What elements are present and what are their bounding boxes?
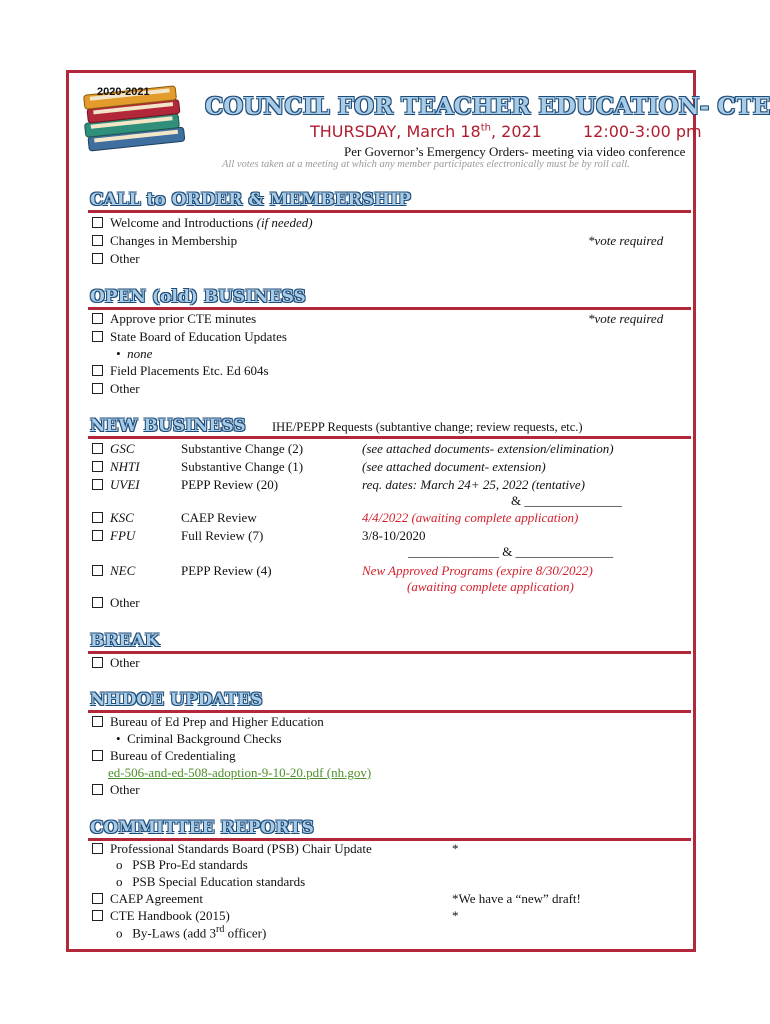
sub-bullet: o By-Laws (add 3rd officer): [116, 924, 267, 941]
governor-note: Per Governor’s Emergency Orders- meeting via video conference: [344, 144, 686, 159]
list-item: Other: [92, 782, 140, 798]
list-item: Other: [92, 595, 140, 611]
table-row-code: KSC: [92, 510, 134, 526]
roll-call-note: All votes taken at a meeting at which any member participates electronically must be by roll call.: [222, 159, 630, 170]
section-heading-break: BREAK: [90, 631, 160, 651]
table-row-note: (see attached document- extension): [362, 459, 546, 474]
checkbox[interactable]: [92, 530, 103, 541]
section-divider: [88, 307, 691, 310]
year-badge: 2020-2021: [97, 86, 150, 98]
section-heading-committee-reports: COMMITTEE REPORTS: [90, 818, 314, 838]
table-row-code: UVEI: [92, 477, 140, 493]
committee-note: *: [452, 908, 459, 923]
sub-bullet: • none: [116, 346, 153, 361]
checkbox[interactable]: [92, 365, 103, 376]
checkbox[interactable]: [92, 443, 103, 454]
table-row-desc: CAEP Review: [181, 510, 257, 525]
table-row-note-2: (awaiting complete application): [407, 579, 574, 594]
table-row-desc: Substantive Change (1): [181, 459, 304, 474]
sub-bullet: o PSB Pro-Ed standards: [116, 857, 248, 872]
checkbox[interactable]: [92, 512, 103, 523]
blank-line: & _______________: [511, 493, 622, 508]
checkbox[interactable]: [92, 716, 103, 727]
checkbox[interactable]: [92, 750, 103, 761]
section-divider: [88, 436, 691, 439]
committee-note: *We have a “new” draft!: [452, 891, 581, 906]
meeting-time: 12:00-3:00 pm: [583, 122, 702, 141]
checkbox[interactable]: [92, 383, 103, 394]
list-item: Professional Standards Board (PSB) Chair Update: [92, 841, 372, 857]
vote-required-note: *vote required: [588, 233, 664, 248]
table-row-note: (see attached documents- extension/elimination): [362, 441, 614, 456]
sub-bullet: o PSB Special Education standards: [116, 874, 306, 889]
list-item: Other: [92, 655, 140, 671]
new-business-subheading: IHE/PEPP Requests (subtantive change; review requests, etc.): [272, 420, 583, 434]
list-item: CTE Handbook (2015): [92, 908, 230, 924]
checkbox[interactable]: [92, 331, 103, 342]
section-heading-new-business: NEW BUSINESS: [90, 416, 246, 436]
checkbox[interactable]: [92, 235, 103, 246]
checkbox[interactable]: [92, 217, 103, 228]
section-heading-open-business: OPEN (old) BUSINESS: [90, 287, 306, 307]
list-item: Bureau of Ed Prep and Higher Education: [92, 714, 324, 730]
list-item: CAEP Agreement: [92, 891, 203, 907]
list-item: Other: [92, 251, 140, 267]
section-divider: [88, 210, 691, 213]
list-item: Field Placements Etc. Ed 604s: [92, 363, 269, 379]
table-row-code: NEC: [92, 563, 135, 579]
table-row-note: 3/8-10/2020: [362, 528, 426, 543]
sub-bullet: • Criminal Background Checks: [116, 731, 282, 746]
section-divider: [88, 651, 691, 654]
list-item: State Board of Education Updates: [92, 329, 287, 345]
list-item: Other: [92, 381, 140, 397]
table-row-desc: PEPP Review (20): [181, 477, 279, 492]
table-row-desc: PEPP Review (4): [181, 563, 272, 578]
blank-line: ______________ & _______________: [408, 544, 614, 559]
section-divider: [88, 710, 691, 713]
checkbox[interactable]: [92, 843, 103, 854]
table-row-note: req. dates: March 24+ 25, 2022 (tentative): [362, 477, 585, 492]
list-item: Bureau of Credentialing: [92, 748, 236, 764]
checkbox[interactable]: [92, 565, 103, 576]
committee-note: *: [452, 841, 459, 856]
list-item: Welcome and Introductions (if needed): [92, 215, 313, 231]
table-row-desc: Full Review (7): [181, 528, 264, 543]
table-row-code: NHTI: [92, 459, 140, 475]
table-row-note: 4/4/2022 (awaiting complete application): [362, 510, 579, 525]
list-item: Changes in Membership: [92, 233, 237, 249]
table-row-code: GSC: [92, 441, 135, 457]
checkbox[interactable]: [92, 893, 103, 904]
section-heading-call-to-order: CALL to ORDER & MEMBERSHIP: [90, 190, 411, 210]
vote-required-note: *vote required: [588, 311, 664, 326]
checkbox[interactable]: [92, 479, 103, 490]
section-heading-nhdoe: NHDOE UPDATES: [90, 690, 263, 710]
table-row-code: FPU: [92, 528, 135, 544]
checkbox[interactable]: [92, 313, 103, 324]
checkbox[interactable]: [92, 461, 103, 472]
checkbox[interactable]: [92, 657, 103, 668]
checkbox[interactable]: [92, 784, 103, 795]
page-title: COUNCIL FOR TEACHER EDUCATION- CTE: [205, 93, 770, 120]
checkbox[interactable]: [92, 597, 103, 608]
meeting-date: THURSDAY, March 18th, 2021: [310, 122, 542, 141]
list-item: Approve prior CTE minutes: [92, 311, 256, 327]
document-link[interactable]: ed-506-and-ed-508-adoption-9-10-20.pdf (nh.gov): [108, 765, 372, 780]
table-row-desc: Substantive Change (2): [181, 441, 304, 456]
table-row-note: New Approved Programs (expire 8/30/2022): [362, 563, 593, 578]
checkbox[interactable]: [92, 253, 103, 264]
checkbox[interactable]: [92, 910, 103, 921]
